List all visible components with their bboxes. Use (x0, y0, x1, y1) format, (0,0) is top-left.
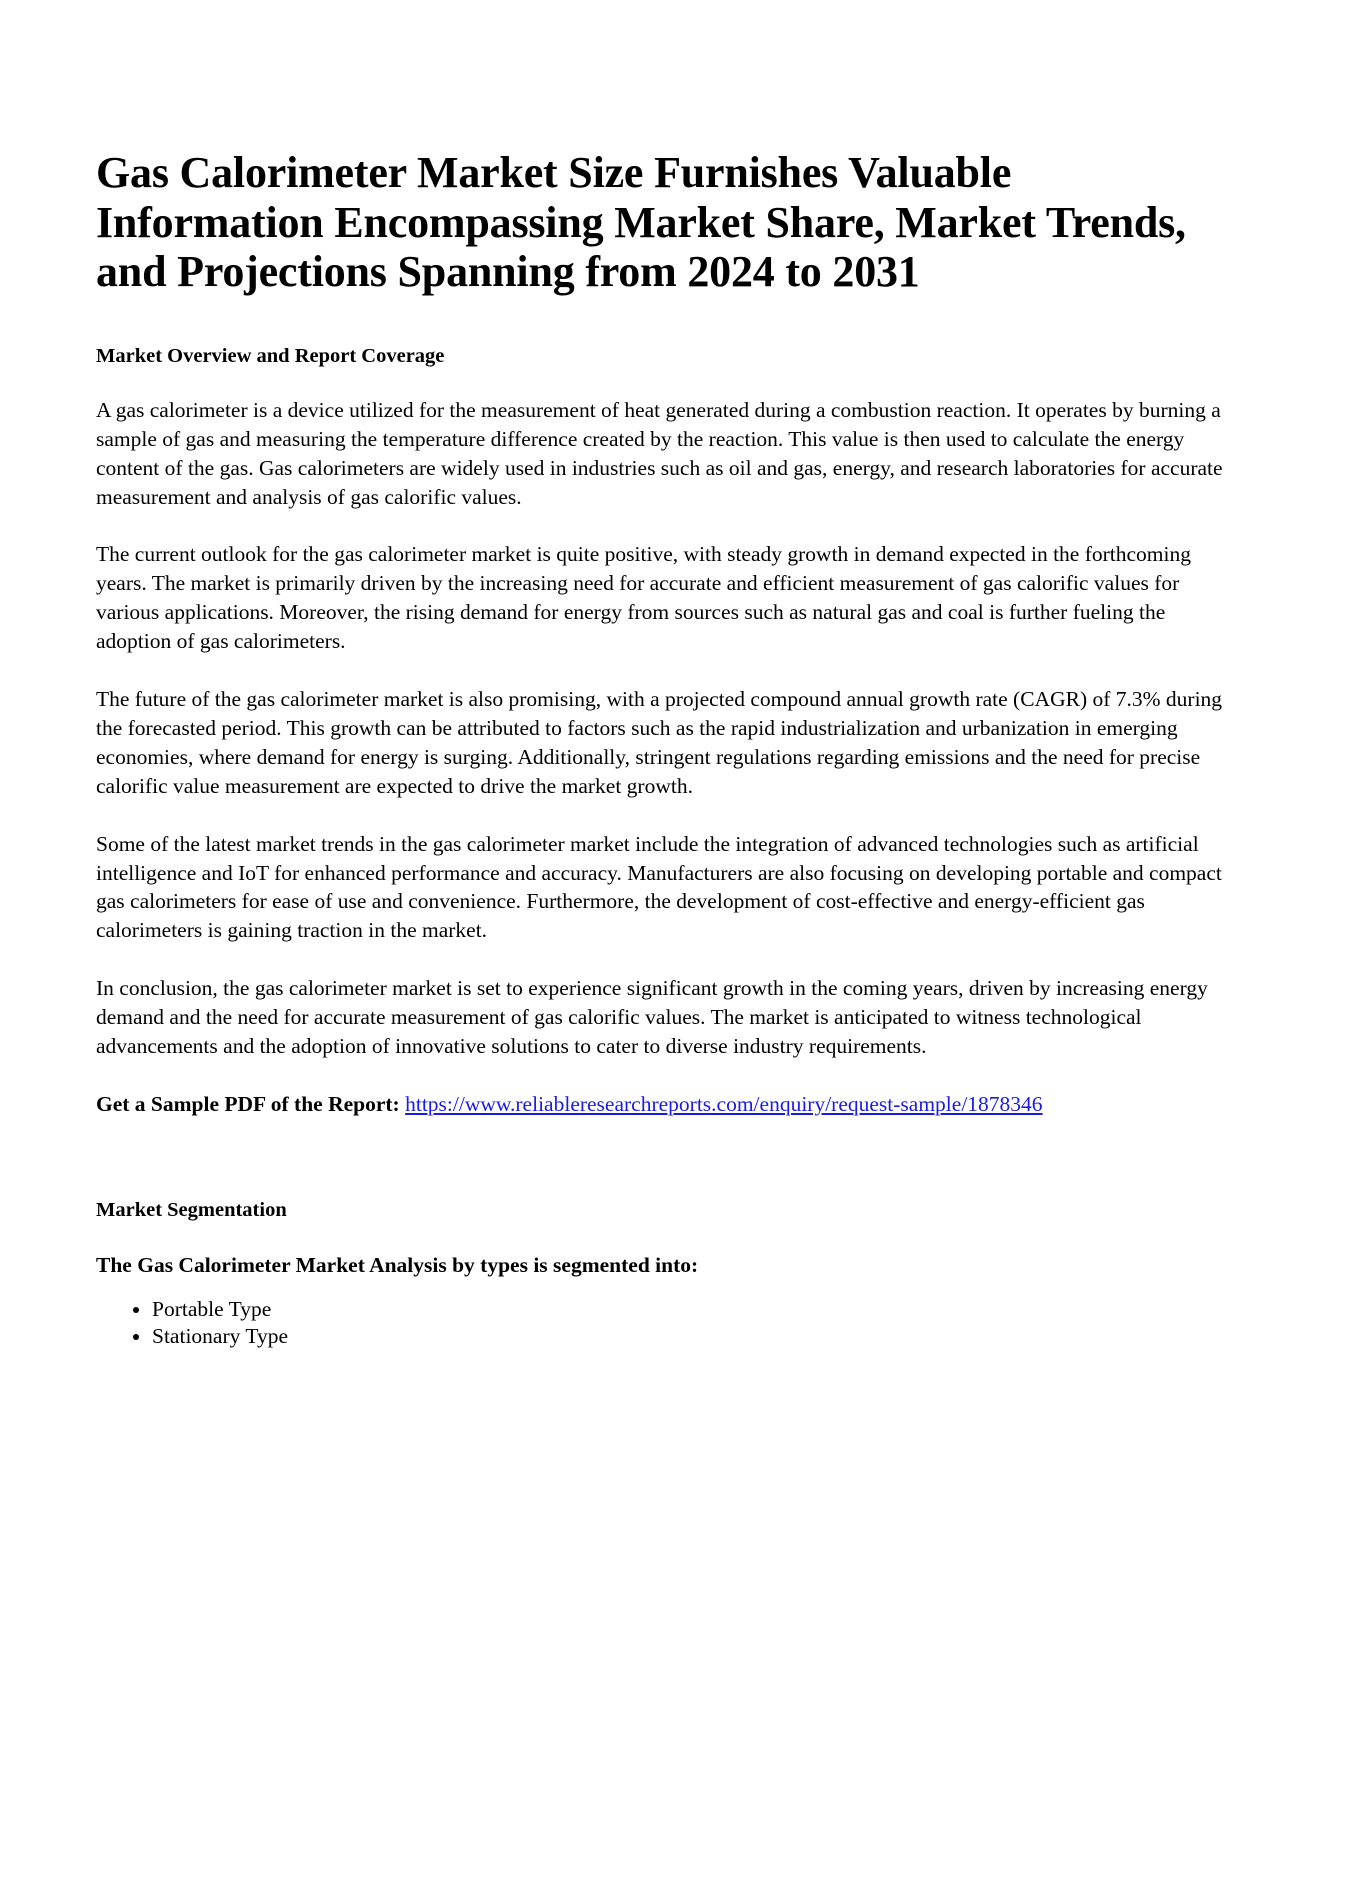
list-item: • Portable Type (152, 1296, 1245, 1323)
paragraph-current-outlook: The current outlook for the gas calorimeter market is quite positive, with steady growth in demand expected in the forthcoming years. The market is primarily driven by the increasing need for accurate and efficient measurement of gas calorific values for various applications. Moreover, the rising demand for energy from sources such as natural gas and coal is further fueling the adoption of gas calorimeters. (96, 542, 1191, 654)
paragraph-conclusion: In conclusion, the gas calorimeter market is set to experience significant growth in the coming years, driven by increasing energy demand and the need for accurate measurement of gas calorific values. The market is anticipated to witness technological advancements and the adoption of innovative solutions to cater to diverse industry requirements. (96, 976, 1208, 1059)
section-heading-market-segmentation: Market Segmentation (96, 1198, 287, 1221)
section-heading-market-overview: Market Overview and Report Coverage (96, 345, 445, 368)
segmentation-type-list (96, 1296, 1245, 1351)
paragraph-definition: A gas calorimeter is a device utilized for the measurement of heat generated during a combustion reaction. It operates by burning a sample of gas and measuring the temperature difference created by the reaction. This value is then used to calculate the energy content of the gas. Gas calorimeters are widely used in industries such as oil and gas, energy, and research laboratories for accurate measurement and analysis of gas calorific values. (96, 397, 1223, 509)
section-spacer (96, 1119, 1245, 1197)
paragraph-future-cagr: The future of the gas calorimeter market is also promising, with a projected compound annual growth rate (CAGR) of 7.3% during the forecasted period. This growth can be attributed to factors such as the rapid industrialization and urbanization in emerging economies, where demand for energy is surging. Additionally, stringent regulations regarding emissions and the need for precise calorific value measurement are expected to drive the market growth. (96, 687, 1223, 798)
page-title: Gas Calorimeter Market Size Furnishes Valuable Information Encompassing Market Share, Market Trends, and Projections Spanning from 2024 to 2031 (96, 148, 1186, 297)
segmentation-types-intro: The Gas Calorimeter Market Analysis by types is segmented into: (96, 1252, 699, 1277)
paragraph-market-trends: Some of the latest market trends in the gas calorimeter market include the integration of advanced technologies such as artificial intelligence and IoT for enhanced performance and accuracy. Manufacturers are also focusing on developing portable and compact gas calorimeters for ease of use and convenience. Furthermore, the development of cost-effective and energy-efficient gas calorimeters is gaining traction in the market. (96, 831, 1222, 943)
sample-pdf-label: Get a Sample PDF of the Report: (96, 1092, 400, 1117)
sample-pdf-link[interactable]: https://www.reliableresearchreports.com/enquiry/request-sample/1878346 (405, 1092, 1043, 1117)
sample-pdf-line (96, 1090, 1245, 1119)
list-item: • Stationary Type (152, 1323, 1245, 1350)
